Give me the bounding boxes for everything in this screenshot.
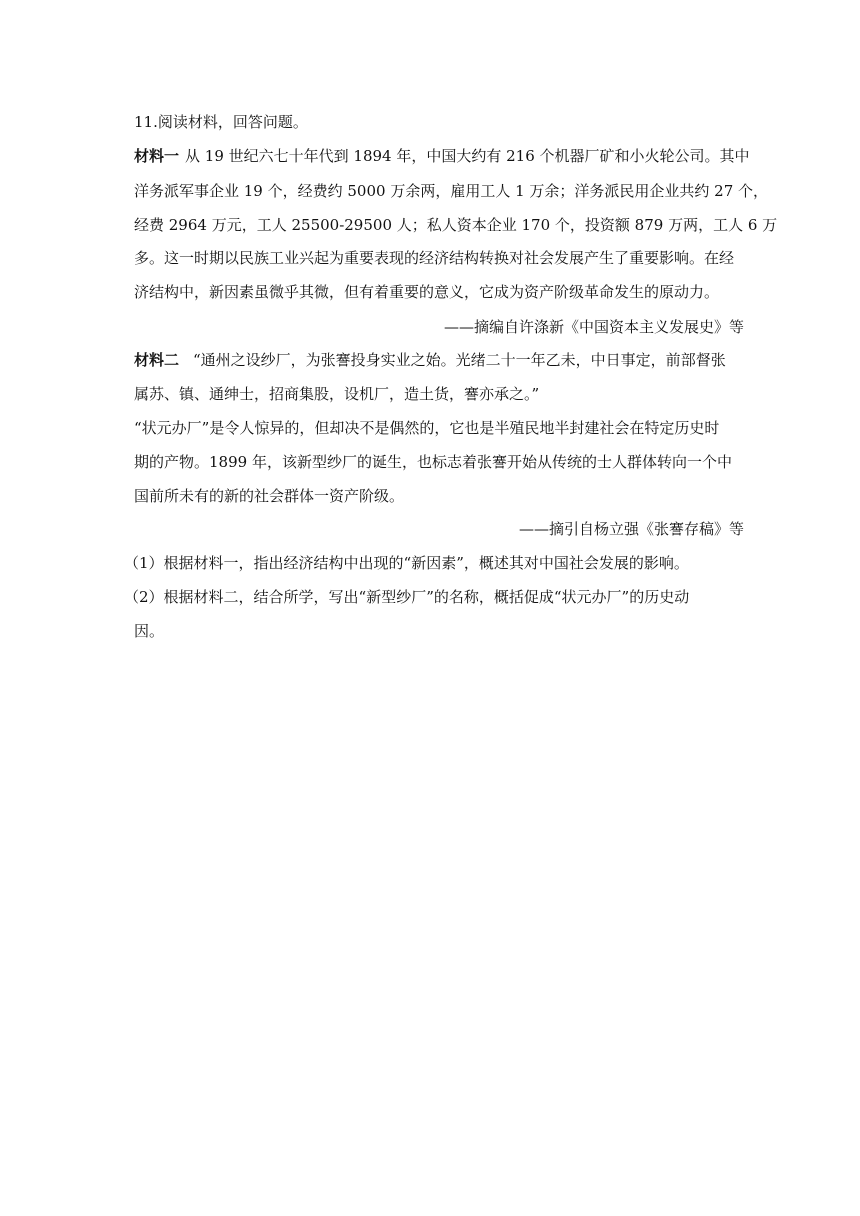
material1-source: ——摘编自许涤新《中国资本主义发展史》等	[443, 318, 744, 336]
material1-line-2: 洋务派军事企业 19 个，经费约 5000 万余两，雇用工人 1 万余；洋务派民用企业共约 27 个，	[134, 182, 769, 200]
material2-line-1	[134, 350, 726, 370]
material1-line-5: 济结构中，新因素虽微乎其微，但有着重要的意义，它成为资产阶级革命发生的原动力。	[134, 283, 720, 301]
subquestion-2: （2）根据材料二，结合所学，写出“新型纱厂”的名称，概括促成“状元办厂”的历史动	[124, 588, 690, 606]
material1-label: 材料一	[134, 147, 180, 165]
material1-line-1	[134, 146, 750, 166]
material1-line-4: 多。这一时期以民族工业兴起为重要表现的经济结构转换对社会发展产生了重要影响。在经	[134, 249, 735, 267]
material2-line-2: 属苏、镇、通绅士，招商集股，设机厂，造土货，謇亦承之。”	[134, 385, 540, 403]
material2-line-5: 国前所未有的新的社会群体一资产阶级。	[134, 487, 405, 505]
material1-line-3: 经费 2964 万元，工人 25500-29500 人；私人资本企业 170 个，投资额 879 万两，工人 6 万	[134, 216, 778, 234]
material1-text-1: 从 19 世纪六七十年代到 1894 年，中国大约有 216 个机器厂矿和小火轮公司。其中	[185, 147, 750, 165]
material2-source: ——摘引自杨立强《张謇存稿》等	[518, 520, 744, 538]
material2-line-4: 期的产物。1899 年，该新型纱厂的诞生，也标志着张謇开始从传统的士人群体转向一个中	[134, 453, 732, 471]
material2-label: 材料二	[134, 351, 180, 369]
subquestion-2-continued: 因。	[134, 622, 165, 640]
question-heading: 11.阅读材料，回答问题。	[134, 113, 308, 131]
material2-text-1: “通州之设纱厂，为张謇投身实业之始。光绪二十一年乙未，中日事定，前部督张	[193, 351, 726, 369]
subquestion-1: （1）根据材料一，指出经济结构中出现的“新因素”，概述其对中国社会发展的影响。	[124, 554, 689, 572]
material2-line-3: “状元办厂”是令人惊异的，但却决不是偶然的，它也是半殖民地半封建社会在特定历史时	[134, 419, 720, 437]
